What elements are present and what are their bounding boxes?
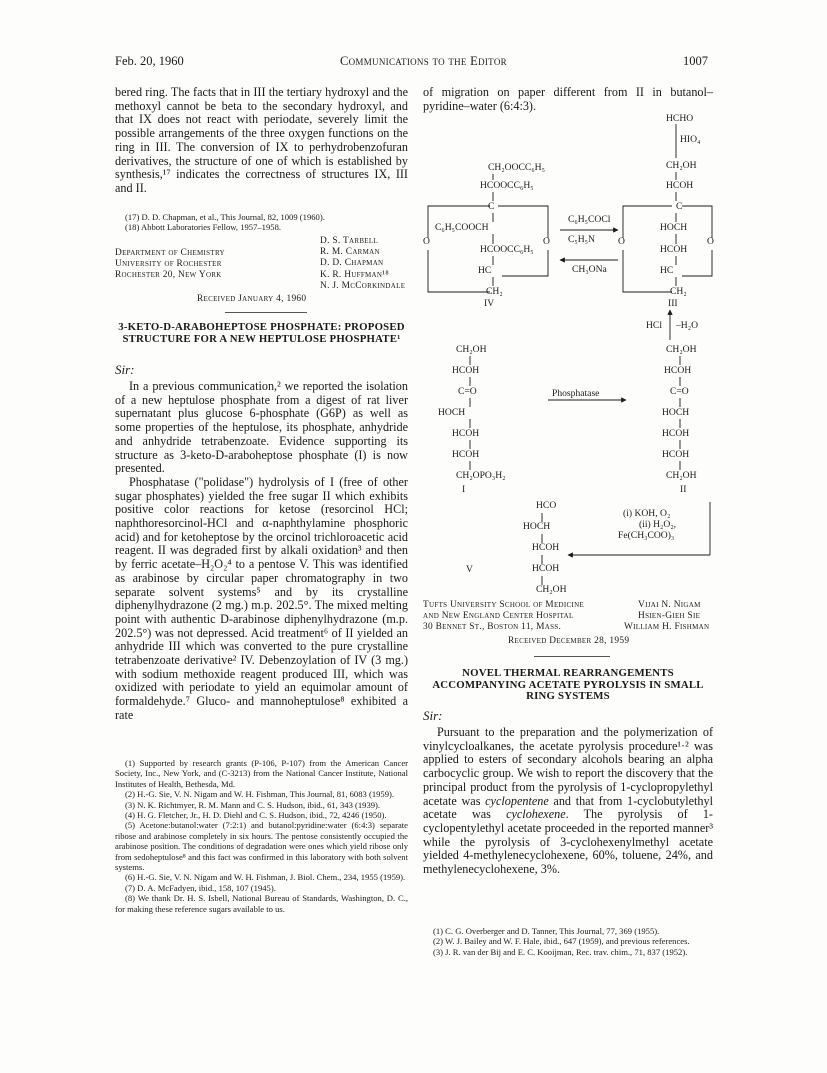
ring-oxygen: O — [543, 236, 550, 247]
dehydration-label: –H₂O — [676, 320, 698, 331]
degradation-reagent: (i) KOH, O₂ — [623, 508, 671, 519]
ring-oxygen: O — [707, 236, 714, 247]
chem-iii-line: HOCH — [660, 222, 688, 233]
article2-continuation: of migration on paper different from II in butanol–pyridine–water (6:4:3). — [423, 85, 713, 113]
arrow-reagent-top: C₅H₅N — [568, 234, 595, 245]
arrow-reagent-bottom: CH₃ONa — [572, 264, 607, 275]
article3-footnotes — [423, 926, 713, 957]
salutation-2: Sir: — [115, 362, 135, 377]
chem-iii-label: III — [668, 298, 678, 309]
ring-oxygen: O — [618, 236, 625, 247]
chem-iv-line: HCOOCC₆H₅ — [480, 244, 534, 255]
chem-ii-line: CH₂OH — [666, 344, 697, 355]
footnote: (5) Acetone:butanol:water (7:2:1) and butanol:pyridine:water (6:4:3) separate ribose and arabinose completely in six hours. The pentose consistently occupied the arabinose position. The conditions of degradation were ones which yield ribose only from sedoheptulose⁸ and this fact was confirmed in this laboratory with both solvent systems. — [115, 820, 408, 873]
chem-v-line: HCOH — [532, 563, 560, 574]
chem-ii-line: HOCH — [662, 407, 690, 418]
chem-iv-line: HC — [478, 265, 492, 276]
footnote: (1) Supported by research grants (P-106, P-107) from the American Cancer Society, Inc., New York, and (C-3213) from the National Cancer Institute, National Institutes of Health, Bethesda, Md. — [115, 758, 408, 789]
footnote: (7) D. A. McFadyen, ibid., 158, 107 (1945). — [125, 882, 276, 893]
chem-iii-line: HCOH — [660, 244, 688, 255]
received-date-2: Received December 28, 1959 — [508, 636, 630, 646]
footnote-18: (18) Abbott Laboratories Fellow, 1957–1958. — [125, 222, 282, 233]
author-list-2: Vijai N. Nigam Hsien-Gieh Sie William H. Fishman — [624, 600, 710, 633]
chem-i-line: C=O — [458, 386, 477, 397]
section-divider — [225, 312, 307, 313]
footnotes-block-1 — [115, 212, 408, 233]
article-title-3: NOVEL THERMAL REARRANGEMENTS ACCOMPANYING ACETATE PYROLYSIS IN SMALL RING SYSTEMS — [432, 667, 704, 702]
chem-i-label: I — [462, 484, 466, 495]
footnote: (8) We thank Dr. H. S. Isbell, National Bureau of Standards, Washington, D. C., for making these reference sugars available to us. — [115, 893, 408, 914]
chem-ii-line: C=O — [670, 386, 689, 397]
article2-body — [115, 380, 408, 723]
left-top-paragraph: bered ring. The facts that in III the tertiary hydroxyl and the methoxyl cannot be beta to the secondary hydroxyl, and that IX does not react with periodate, severely limit the possible arrangements of the three oxygen functions on the ring in III. The conversion of IX to perhydrobenzofuran derivatives, the structure of one of which is established by synthesis,¹⁷ indicates the correctness of structures IX, III and II. — [115, 85, 408, 195]
ring-oxygen: O — [423, 236, 430, 247]
footnote: (2) W. J. Bailey and W. F. Hale, ibid., 647 (1959), and previous references. — [433, 936, 690, 947]
degradation-reagent: Fe(CH₃COO)₃ — [618, 530, 675, 541]
chem-iv-line: CH₂OOCC₆H₅ — [488, 162, 545, 173]
chem-ii-line: CH₂OH — [666, 470, 697, 481]
article2-paragraph-2: Phosphatase ("polidase") hydrolysis of I (free of other sugar phosphates) yielded the free sugar II which exhibits positive color reactions for ketose (resorcinol HCl; naphthoresorcinol-HCl and α-naphthylamine phosphoric acid) and for ketoheptose by the orcinol trichloroacetic acid reagent. II was degraded first by alkali oxidation³ and then by ferric acetate–H₂O₂⁴ to a pentose V. This was identified as arabinose by circular paper chromatography in two separate solvent systems⁵ and by its crystalline diphenylhydrazone (2 mg.) m.p. 202.5°. The mixed melting point with authentic D-arabinose diphenylhydrazone (m.p. 202.5°) was not depressed. Acid treatment⁶ of II yielded an anhydride III which was converted to the pure crystalline tetrabenzoate derivative² IV. Debenzoylation of IV (3 mg.) with sodium methoxide reagent produced III, which was oxidized with periodate to yield an equimolar amount of formaldehyde.⁷ Gluco- and mannoheptulose⁸ exhibited a rate — [115, 474, 408, 722]
article2-footnotes — [115, 758, 408, 914]
chem-iii-line: HCOH — [666, 180, 694, 191]
scheme-bonds-and-arrows — [420, 110, 720, 600]
article3-body: Pursuant to the preparation and the polymerization of vinylcycloalkanes, the acetate pyrolysis procedure¹·² was applied to esters of secondary alcohols bearing an alpha carbocyclic group. We wish to report the discovery that the principal product from the pyrolysis of 1-cyclopropylethyl acetate was cyclopentene and that from 1-cyclobutylethyl acetate was cyclohexene. The pyrolysis of 1-cyclopentylethyl acetate proceeded in the reported manner³ while the pyrolysis of 3-cyclohexenylmethyl acetate yielded 4-methylenecyclohexene, 60%, toluene, 24%, and methylenecyclohexene, 3%. — [423, 725, 713, 877]
chem-iii-line: C — [676, 201, 683, 212]
header-title: Communications to the Editor — [340, 54, 507, 68]
affiliation-2: Tufts University School of Medicine and New England Center Hospital 30 Bennet St., Boston 11, Mass. — [423, 600, 585, 633]
header-date: Feb. 20, 1960 — [115, 54, 184, 68]
acid-label: HCl — [646, 320, 662, 331]
footnote: (4) H. G. Fletcher, Jr., H. D. Diehl and C. S. Hudson, ibid., 72, 4246 (1950). — [125, 810, 387, 821]
article-title-2: 3-KETO-D-ARABOHEPTOSE PHOSPHATE: PROPOSED STRUCTURE FOR A NEW HEPTULOSE PHOSPHATE¹ — [118, 321, 405, 345]
received-date-1: Received January 4, 1960 — [197, 294, 307, 304]
footnote: (2) H.-G. Sie, V. N. Nigam and W. H. Fishman, This Journal, 81, 6083 (1959). — [125, 789, 395, 800]
phosphatase-label: Phosphatase — [552, 388, 600, 399]
footnote-17: (17) D. D. Chapman, et al., This Journal, 82, 1009 (1960). — [125, 212, 325, 222]
chem-v-line: CH₂OH — [536, 584, 567, 595]
chem-i-line: HCOH — [452, 365, 480, 376]
chem-iii-line: HC — [660, 265, 674, 276]
footnote: (1) C. G. Overberger and D. Tanner, This Journal, 77, 369 (1955). — [433, 926, 660, 936]
article2-paragraph-1: In a previous communication,² we reported the isolation of a new heptulose phosphate from a digest of rat liver supernatant plus glucose 6-phosphate (G6P) as well as some properties of the heptulose, its phosphate, anhydride and anhydride tetrabenzoate. Evidence supporting its structure as 3-keto-D-araboheptose phosphate (I) is now presented. — [115, 379, 408, 476]
chem-iv-line: HCOOCC₆H₅ — [480, 180, 534, 191]
cyclohexene-term: cyclohexene — [506, 807, 566, 822]
arrow-reagent-top: C₆H₅COCl — [568, 214, 611, 225]
chem-iv-label: IV — [484, 298, 495, 309]
cyclopentene-term: cyclopentene — [485, 793, 549, 808]
chem-v-line: HCOH — [532, 542, 560, 553]
footnote: (3) N. K. Richtmyer, R. M. Mann and C. S. Hudson, ibid., 61, 343 (1939). — [125, 799, 381, 810]
degradation-reagent: (ii) H₂O₂, — [639, 519, 677, 530]
chem-iii-line: CH₂ — [670, 286, 687, 297]
header-page-number: 1007 — [683, 54, 708, 68]
chem-i-line: CH₂OPO₃H₂ — [456, 470, 506, 481]
chem-i-line: HCOH — [452, 449, 480, 460]
chem-v-line: HCO — [536, 500, 557, 511]
chem-i-line: HCOH — [452, 428, 480, 439]
author-list-1: D. S. Tarbell R. M. Carman D. D. Chapman K. R. Huffman¹⁸ N. J. McCorkindale — [320, 236, 406, 291]
chem-ii-line: HCOH — [662, 428, 690, 439]
chem-ii-line: HCOH — [662, 449, 690, 460]
chem-ii-line: HCOH — [664, 365, 692, 376]
footnote: (3) J. R. van der Bij and E. C. Kooijman, Rec. trav. chim., 71, 837 (1952). — [433, 946, 688, 957]
chem-iv-line: CH₂ — [486, 286, 503, 297]
chem-iv-line: C — [488, 201, 495, 212]
chem-v-line: HOCH — [523, 521, 551, 532]
chem-i-line: HOCH — [438, 407, 466, 418]
chem-iii-reagent: HIO₄ — [680, 134, 701, 145]
chem-ii-label: II — [680, 484, 687, 495]
salutation-3: Sir: — [423, 708, 443, 723]
department-address: Department of Chemistry University of Rochester Rochester 20, New York — [115, 248, 225, 281]
chem-iv-line: C₆H₅COOCH — [435, 222, 489, 233]
chem-v-label: V — [466, 564, 473, 575]
chem-iii-line: HCHO — [666, 113, 694, 124]
section-divider — [534, 656, 610, 657]
chem-i-line: CH₂OH — [456, 344, 487, 355]
footnote: (6) H.-G. Sie, V. N. Nigam and W. H. Fishman, J. Biol. Chem., 234, 1955 (1959). — [125, 872, 406, 883]
chem-iii-line: CH₂OH — [666, 160, 697, 171]
